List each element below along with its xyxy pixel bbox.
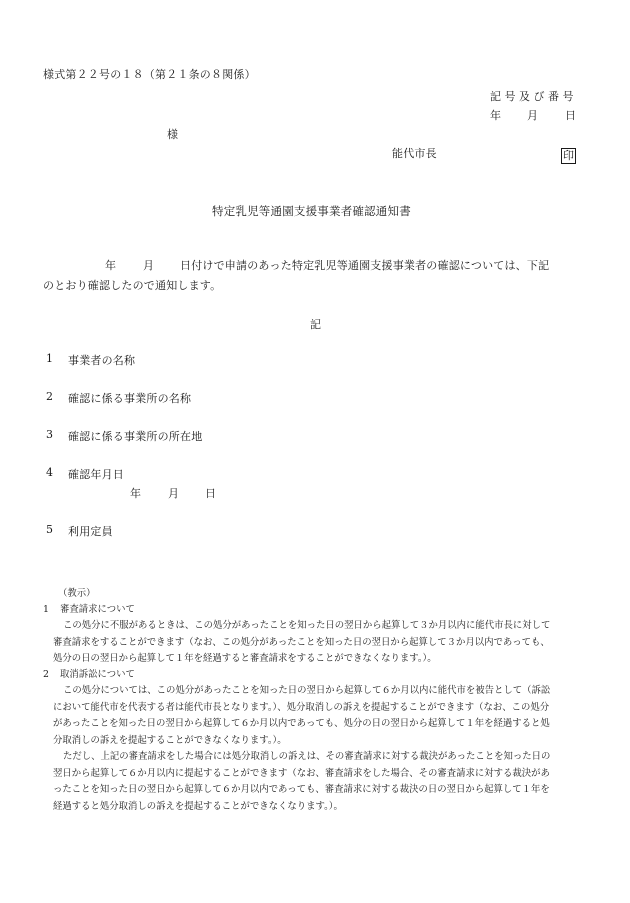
notice-s2-line: この処分については、この処分があったことを知った日の翌日から起算して６か月以内に能代市を被告として（訴訟 <box>63 685 551 696</box>
notice-s3-line: 経過すると処分取消しの訴えを提起することができなくなります。）。 <box>53 800 343 812</box>
notice-section-1-number: 1 <box>43 604 49 615</box>
notice-s3-line: ただし、上記の審査請求をした場合には処分取消しの訴えは、その審査請求に対する裁決があったことを知った日の <box>63 751 551 762</box>
notice-s3-line: 翌日から起算して６か月以内に提起することができます（なお、審査請求をした場合、その審査請求に対する裁決があ <box>53 767 550 779</box>
notice-section-2-text <box>43 683 603 815</box>
item-4-label: 確認年月日 <box>68 468 124 481</box>
notice-s2-line: 分取消しの訴えを提起することができなくなります。）。 <box>53 734 287 746</box>
confirm-date-month: 月 <box>168 487 180 500</box>
body-year: 年 <box>105 259 117 272</box>
notice-s2-line: において能代市を代表する者は能代市長となります。）、処分取消しの訴えを提起することができます（なお、この処分 <box>53 701 550 713</box>
item-5-number: 5 <box>46 523 54 536</box>
item-3-label: 確認に係る事業所の所在地 <box>68 430 203 443</box>
item-5-label: 利用定員 <box>68 525 113 538</box>
seal-mark <box>561 144 576 164</box>
date-day: 日 <box>565 109 577 122</box>
notice-s1-line: 審査請求をすることができます（なお、この処分があったことを知った日の翌日から起算して３か月以内であっても、 <box>53 636 550 648</box>
notice-s1-line: この処分に不服があるときは、この処分があったことを知った日の翌日から起算して３か月以内に能代市長に対して <box>63 620 551 631</box>
item-2-label: 確認に係る事業所の名称 <box>68 392 192 405</box>
item-1-number: 1 <box>46 352 54 365</box>
body-line1: 日付けで申請のあった特定乳児等通園支援事業者の確認については、下記 <box>180 259 550 272</box>
date-month: 月 <box>527 109 539 122</box>
item-3-number: 3 <box>46 428 54 441</box>
seal-label: 印 <box>563 149 574 162</box>
confirm-date-day: 日 <box>205 487 217 500</box>
item-4-number: 4 <box>46 466 54 479</box>
date-year: 年 <box>490 109 502 122</box>
body-line2: のとおり確認したので通知します。 <box>43 279 222 292</box>
notice-s2-line: があったことを知った日の翌日から起算して６か月以内であっても、処分の日の翌日から起算して１年を経過すると処 <box>53 718 550 729</box>
addressee-suffix: 様 <box>167 128 179 141</box>
item-1-label: 事業者の名称 <box>68 354 136 367</box>
notice-section-2-title: 取消訴訟について <box>60 669 135 680</box>
notice-s3-line: ったことを知った日の翌日から起算して６か月以内であっても、審査請求に対する裁決の日の翌日から起算して１年を <box>53 784 550 795</box>
item-2-number: 2 <box>46 390 54 403</box>
issuer-name: 能代市長 <box>392 147 437 160</box>
document-title: 特定乳児等通園支援事業者確認通知書 <box>212 204 411 218</box>
confirm-date-year: 年 <box>130 487 142 500</box>
record-number-label: 記 号 及 び 番 号 <box>490 90 574 103</box>
notice-section-1-title: 審査請求について <box>60 604 135 615</box>
notice-section-2-number: 2 <box>43 669 49 680</box>
ki-heading: 記 <box>310 318 322 331</box>
notice-s1-line: 処分の日の翌日から起算して１年を経過すると審査請求をすることができなくなります。）。 <box>53 653 437 664</box>
notice-section-1-text <box>43 618 603 668</box>
notice-heading: （教示） <box>58 588 96 599</box>
form-number: 様式第２２号の１８（第２１条の８関係） <box>43 68 256 81</box>
body-month: 月 <box>143 259 155 272</box>
